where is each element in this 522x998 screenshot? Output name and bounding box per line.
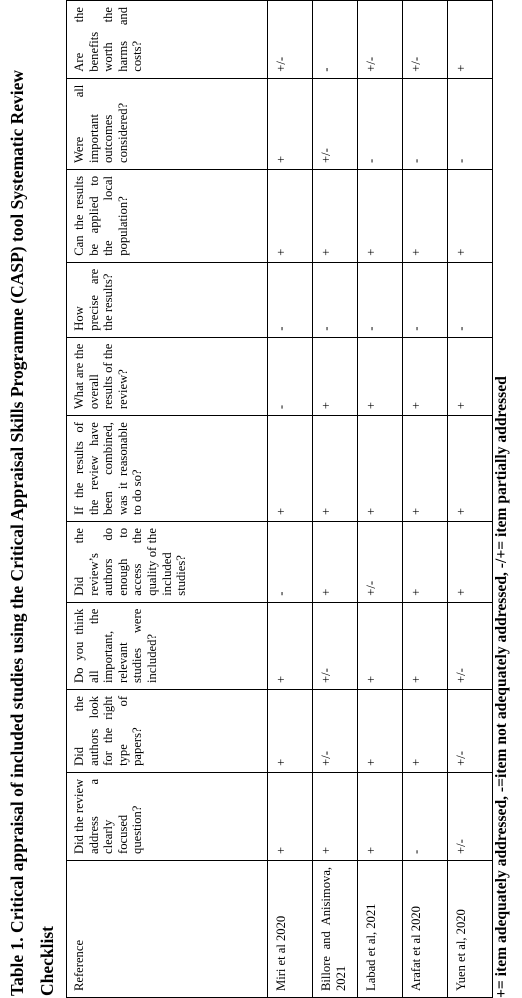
header-cell-overall-results: What are the overall results of the review? [67, 337, 268, 415]
header-cell-benefits-vs-harms: Are the benefits worth the harms and costs? [67, 1, 268, 79]
rating-cell: - [268, 337, 313, 415]
header-cell-right-papers: Did the authors look for the right type of papers? [67, 689, 268, 772]
rating-cell: + [358, 337, 403, 415]
rating-cell: +/- [448, 689, 493, 772]
header-cell-relevant-studies: Do you think all the important, relevant studies were included? [67, 602, 268, 689]
rating-cell: - [403, 262, 448, 337]
casp-appraisal-table [66, 0, 493, 998]
rating-cell: + [268, 78, 313, 169]
rating-cell: +/- [448, 602, 493, 689]
rating-cell: +/- [268, 1, 313, 79]
rating-cell: +/- [448, 772, 493, 860]
rating-cell: + [448, 522, 493, 603]
rating-cell: - [403, 772, 448, 860]
reference-cell: Miri et al 2020 [268, 860, 313, 997]
rating-cell: + [403, 522, 448, 603]
rating-cell: - [403, 78, 448, 169]
table-row [313, 1, 358, 998]
table-row [448, 1, 493, 998]
rating-cell: - [448, 262, 493, 337]
rating-cell: - [448, 78, 493, 169]
header-cell-results-combined: If the results of the review have been combined, was it reasonable to do so? [67, 416, 268, 522]
header-cell-local-population: Can the results be applied to the local population? [67, 170, 268, 263]
rating-cell: + [358, 689, 403, 772]
rating-cell: + [358, 602, 403, 689]
rating-cell: + [268, 170, 313, 263]
rating-cell: + [268, 689, 313, 772]
rating-cell: - [268, 522, 313, 603]
header-cell-focused-question: Did the review address a clearly focused question? [67, 772, 268, 860]
rating-cell: + [268, 602, 313, 689]
rating-cell: + [313, 170, 358, 263]
reference-cell: Yuen et al, 2020 [448, 860, 493, 997]
rating-cell: - [313, 1, 358, 79]
reference-cell: Billore and Anisimova, 2021 [313, 860, 358, 997]
rating-cell: + [448, 337, 493, 415]
rating-cell: + [358, 772, 403, 860]
header-cell-quality-assessment: Did the review’s authors do enough to access the quality of the included studies? [67, 522, 268, 603]
rating-cell: + [403, 170, 448, 263]
rating-cell: +/- [313, 689, 358, 772]
rating-cell: + [403, 416, 448, 522]
rating-cell: + [268, 416, 313, 522]
reference-cell: Labad et al, 2021 [358, 860, 403, 997]
header-row [67, 1, 268, 998]
rating-cell: +/- [358, 522, 403, 603]
table-row [403, 1, 448, 998]
table-footnote: += item adequately addressed, -=item not adequately addressed, -/+= item partially addressed [493, 376, 510, 998]
rating-cell: + [358, 170, 403, 263]
rating-cell: + [403, 689, 448, 772]
rating-cell: + [313, 337, 358, 415]
rating-cell: + [268, 772, 313, 860]
rating-cell: + [448, 1, 493, 79]
header-cell-precision: How precise are the results? [67, 262, 268, 337]
rating-cell: - [358, 262, 403, 337]
rating-cell: + [313, 522, 358, 603]
rating-cell: + [448, 170, 493, 263]
reference-cell: Arafat et al 2020 [403, 860, 448, 997]
rating-cell: + [358, 416, 403, 522]
rating-cell: + [313, 772, 358, 860]
header-cell-outcomes-considered: Were all important outcomes considered? [67, 78, 268, 169]
rating-cell: + [313, 416, 358, 522]
table-row [358, 1, 403, 998]
rating-cell: - [313, 262, 358, 337]
rating-cell: +/- [313, 78, 358, 169]
rating-cell: + [403, 337, 448, 415]
rating-cell: +/- [403, 1, 448, 79]
rating-cell: +/- [313, 602, 358, 689]
rating-cell: + [448, 416, 493, 522]
rating-cell: - [268, 262, 313, 337]
header-cell-reference: Reference [67, 860, 268, 997]
rating-cell: +/- [358, 1, 403, 79]
table-title: Table 1. Critical appraisal of included studies using the Critical Appraisal Skills Programme (CASP) tool Systematic Review Checklist [7, 69, 57, 996]
rating-cell: - [358, 78, 403, 169]
table-row [268, 1, 313, 998]
rating-cell: + [403, 602, 448, 689]
